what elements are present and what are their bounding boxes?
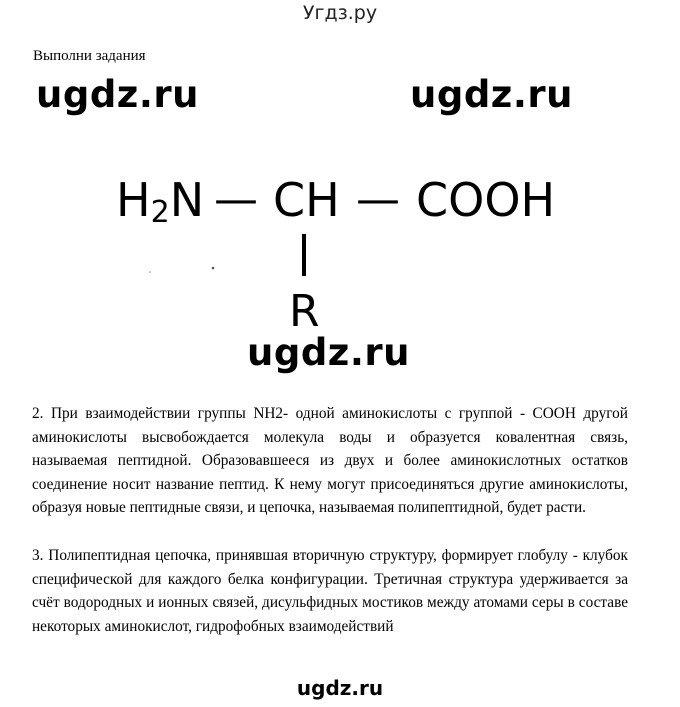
formula-carboxyl-group: COOH	[416, 173, 556, 227]
scan-speck	[212, 267, 215, 270]
formula-amino-group: H2N	[116, 173, 205, 230]
answer-paragraph-3: 3. Полипептидная цепочка, принявшая вторичную структуру, формирует глобулу - клубок специфической для каждого белка конфигурации. Третичная структура удерживается за счёт водородных и ионных связей, дисульфидных мостиков между атомами серы в составе некоторых аминокислот, гидрофобных взаимодействий	[32, 547, 628, 635]
footer-watermark: ugdz.ru	[296, 676, 384, 700]
watermark-text: ugdz.ru	[410, 73, 573, 116]
formula-bond-left: —	[214, 174, 258, 225]
watermark-text: ugdz.ru	[247, 331, 410, 374]
task-heading: Выполни задания	[33, 48, 146, 64]
answer-paragraph-2: 2. При взаимодействии группы NH2- одной аминокислоты с группой - СООН другой аминокислоты высвобождается молекула воды и образуется ковалентная связь, называемая пептидной. Образовавшееся из двух и более аминокислотных остатков соединение носит название пептид. К нему могут присоединяться другие аминокислоты, образуя новые пептидные связи, и цепочка, называемая полипептидной, будет расти.	[32, 405, 628, 517]
formula-bond-right: —	[356, 174, 400, 225]
formula-ch-group: CH	[273, 173, 340, 227]
formula-side-chain: R	[289, 286, 320, 337]
scan-speck	[149, 271, 151, 273]
site-title: Угдз.ру	[302, 2, 378, 24]
watermark-text: ugdz.ru	[36, 73, 199, 116]
